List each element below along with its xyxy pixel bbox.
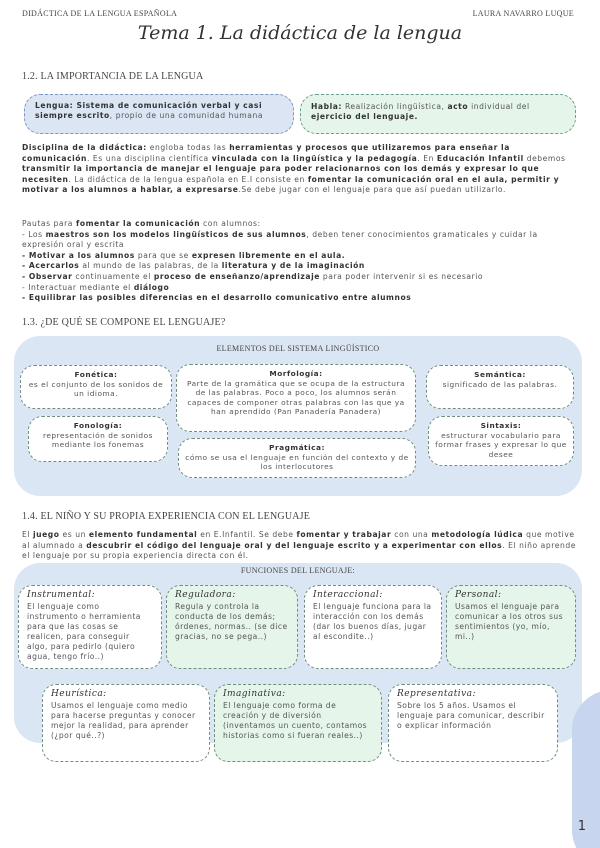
func-reguladora bbox=[166, 585, 298, 669]
elementos-title: ELEMENTOS DEL SISTEMA LINGÜÍSTICO bbox=[216, 344, 380, 353]
page-number: 1 bbox=[577, 819, 586, 834]
func-title: Reguladora: bbox=[175, 590, 236, 600]
juego-paragraph bbox=[22, 530, 578, 562]
func-title: Instrumental: bbox=[27, 590, 96, 600]
func-text: Sobre los 5 años. Usamos el lenguaje para comunicar, describir o explicar información bbox=[397, 701, 545, 730]
func-instrumental bbox=[18, 585, 162, 669]
text-run: es un bbox=[59, 530, 89, 539]
bold-run: fomentar la comunicación bbox=[75, 219, 201, 228]
func-title: Heurística: bbox=[51, 689, 107, 699]
text-run: . El niño aprende el lenguaje por su propia experiencia directa con él. bbox=[22, 540, 576, 561]
habla-text-1: Realización lingüística, bbox=[341, 102, 448, 111]
func-title: Interaccional: bbox=[313, 590, 383, 600]
card-title: Fonética: bbox=[74, 370, 118, 379]
list-item bbox=[22, 230, 578, 251]
text-run: . Es una disciplina científica bbox=[87, 153, 212, 163]
section-heading-1-2: 1.2. LA IMPORTANCIA DE LA LENGUA bbox=[22, 71, 204, 82]
func-interaccional bbox=[304, 585, 442, 669]
list-item bbox=[22, 293, 578, 304]
page-title: Tema 1. La didáctica de la lengua bbox=[137, 22, 463, 44]
section-heading-1-3 bbox=[22, 317, 225, 328]
list-item bbox=[22, 261, 578, 272]
bold-run: expresen libremente en el aula. bbox=[191, 250, 346, 260]
card-fonologia bbox=[28, 416, 168, 462]
didactica-paragraph bbox=[22, 143, 578, 196]
text-run: en E.Infantil. Se debe bbox=[197, 530, 297, 539]
func-text: El lenguaje como instrumento o herramienta para que las cosas se realicen, para conseguir algo, para pedirlo (quiero agua, tengo frío..) bbox=[27, 602, 141, 661]
elementos-panel bbox=[14, 336, 582, 496]
bold-run: fomentar la comunicación oral en el aula, permitir y motivar a los alumnos a hablar, a expresarse bbox=[22, 174, 560, 195]
text-run: debemos bbox=[523, 153, 566, 163]
list-item bbox=[22, 283, 578, 294]
text-run: que motive al alumnado a bbox=[22, 530, 575, 550]
text-run: . La didáctica de la lengua española en E.I consiste en bbox=[68, 174, 308, 184]
decorative-shape bbox=[572, 690, 600, 848]
bold-run: herramientas y procesos que utilizaremos para enseñar la comunicación bbox=[22, 143, 510, 163]
list-item bbox=[22, 251, 578, 262]
header-course: DIDÁCTICA DE LA LENGUA ESPAÑOLA bbox=[22, 9, 178, 18]
text-run: con una bbox=[391, 530, 432, 539]
bold-run: metodología lúdica bbox=[431, 530, 524, 539]
func-title: Personal: bbox=[455, 590, 502, 600]
func-imaginativa bbox=[214, 684, 382, 762]
bold-run: fomentar y trabajar bbox=[296, 530, 392, 539]
card-title: Pragmática: bbox=[269, 443, 325, 452]
text-run: - Los bbox=[22, 229, 46, 239]
text-run: para poder intervenir si es necesario bbox=[319, 271, 484, 281]
pautas-block bbox=[22, 219, 578, 304]
bold-run: - Observar bbox=[22, 271, 73, 281]
func-personal bbox=[446, 585, 576, 669]
bold-run: vinculada con la lingüística y la pedagogía bbox=[211, 153, 418, 163]
funciones-panel bbox=[14, 563, 582, 743]
lengua-term: Lengua: Sistema de comunicación verbal y casi siempre escrito bbox=[35, 101, 263, 121]
text-run: continuamente el bbox=[72, 271, 154, 281]
func-representativa bbox=[388, 684, 558, 762]
text-run: para que se bbox=[134, 250, 192, 260]
header-author: LAURA NAVARRO LUQUE bbox=[472, 9, 574, 18]
habla-definition bbox=[300, 94, 576, 134]
bold-run: - Equilibrar las posibles diferencias en el desarrollo comunicativo entre alumnos bbox=[22, 293, 412, 303]
bold-run: proceso de enseñanzo/aprendizaje bbox=[153, 271, 320, 281]
card-title: Morfología: bbox=[269, 369, 323, 378]
func-heuristica bbox=[42, 684, 210, 762]
lengua-text: , propio de una comunidad humana bbox=[109, 111, 264, 121]
bold-run: maestros son los modelos lingüísticos de sus alumnos bbox=[45, 229, 307, 239]
func-text: El lenguaje como forma de creación y de diversión (inventamos un cuento, contamos historias como si fueran reales..) bbox=[223, 701, 368, 740]
habla-acto: acto bbox=[447, 102, 469, 111]
lengua-definition bbox=[24, 94, 294, 134]
card-pragmatica bbox=[178, 438, 416, 478]
habla-ejercicio: ejercicio del lenguaje. bbox=[311, 112, 418, 122]
card-text: cómo se usa el lenguaje en función del contexto y de los interlocutores bbox=[185, 452, 409, 472]
text-run: .Se debe jugar con el lenguaje para que así puedan utilizarlo. bbox=[238, 185, 506, 195]
card-title: Sintaxis: bbox=[480, 421, 522, 430]
card-sintaxis bbox=[428, 416, 574, 466]
card-title: Fonología: bbox=[73, 421, 123, 430]
habla-text-2: individual del bbox=[468, 102, 530, 111]
text-run: Pautas para bbox=[22, 219, 76, 228]
bold-run: juego bbox=[32, 530, 60, 539]
card-text: es el conjunto de los sonidos de un idioma. bbox=[28, 379, 164, 399]
bold-run: diálogo bbox=[133, 282, 170, 292]
section-heading-1-4: 1.4. EL NIÑO Y SU PROPIA EXPERIENCIA CON EL LENGUAJE bbox=[22, 511, 311, 522]
text-run: , deben tener conocimientos gramaticales y cuidar la expresión oral y escrita bbox=[22, 229, 538, 250]
func-text: El lenguaje funciona para la interacción con los demás (dar los buenos días, jugar al escondite..) bbox=[313, 602, 432, 641]
card-fonetica bbox=[20, 365, 172, 409]
card-title: Semántica: bbox=[474, 370, 526, 379]
funciones-title: FUNCIONES DEL LENGUAJE: bbox=[240, 566, 356, 575]
card-text: Parte de la gramática que se ocupa de la estructura de las palabras. Poco a poco, los alumnos serán capaces de componer otras palabras con las que ya han aprendido (Pan Panadería Panadera) bbox=[187, 378, 405, 417]
card-text: estructurar vocabulario para formar frases y expresar lo que desee bbox=[435, 430, 567, 459]
func-title: Imaginativa: bbox=[223, 689, 286, 699]
text-run: engloba todas las bbox=[146, 143, 230, 152]
func-text: Usamos el lenguaje para comunicar a los otros sus sentimientos (yo, mío, mi..) bbox=[455, 602, 564, 641]
bold-run: transmitir la importancia de manejar el lenguaje para poder relacionarnos con los demás y expresar lo que necesiten bbox=[22, 164, 540, 184]
text-run: al mundo de las palabras, de la bbox=[79, 261, 222, 271]
habla-term: Habla: bbox=[311, 102, 342, 111]
card-text: representación de sonidos mediante los fonemas bbox=[43, 430, 153, 450]
pautas-list bbox=[22, 230, 578, 304]
card-text: significado de las palabras. bbox=[442, 379, 558, 389]
func-text: Usamos el lenguaje como medio para hacerse preguntas y conocer mejor la realidad, para aprender (¿por qué..?) bbox=[51, 701, 196, 740]
text-run: con alumnos: bbox=[200, 219, 261, 228]
text-run: El bbox=[22, 530, 33, 539]
bold-run: literatura y de la imaginación bbox=[221, 261, 365, 271]
bold-run: elemento fundamental bbox=[88, 530, 198, 539]
func-title: Representativa: bbox=[397, 689, 476, 699]
text-run: - Interactuar mediante el bbox=[22, 282, 134, 292]
bold-run: Disciplina de la didáctica: bbox=[22, 143, 147, 152]
text-run: . En bbox=[417, 153, 437, 163]
bold-run: - Motivar a los alumnos bbox=[22, 250, 135, 260]
func-text: Regula y controla la conducta de los demás; órdenes, normas.. (se dice gracias, no se pega..) bbox=[175, 602, 288, 641]
card-semantica bbox=[426, 365, 574, 409]
card-morfologia bbox=[176, 364, 416, 432]
bold-run: - Acercarlos bbox=[22, 261, 80, 271]
list-item bbox=[22, 272, 578, 283]
heading-number: 1.3. bbox=[22, 317, 41, 328]
bold-run: Educación Infantil bbox=[436, 153, 524, 163]
pautas-intro bbox=[22, 219, 578, 230]
bold-run: descubrir el código del lenguaje oral y del lenguaje escrito y a experimentar con ellos bbox=[86, 540, 503, 550]
heading-text: ¿DE QUÉ SE COMPONE EL LENGUAJE? bbox=[40, 317, 226, 328]
